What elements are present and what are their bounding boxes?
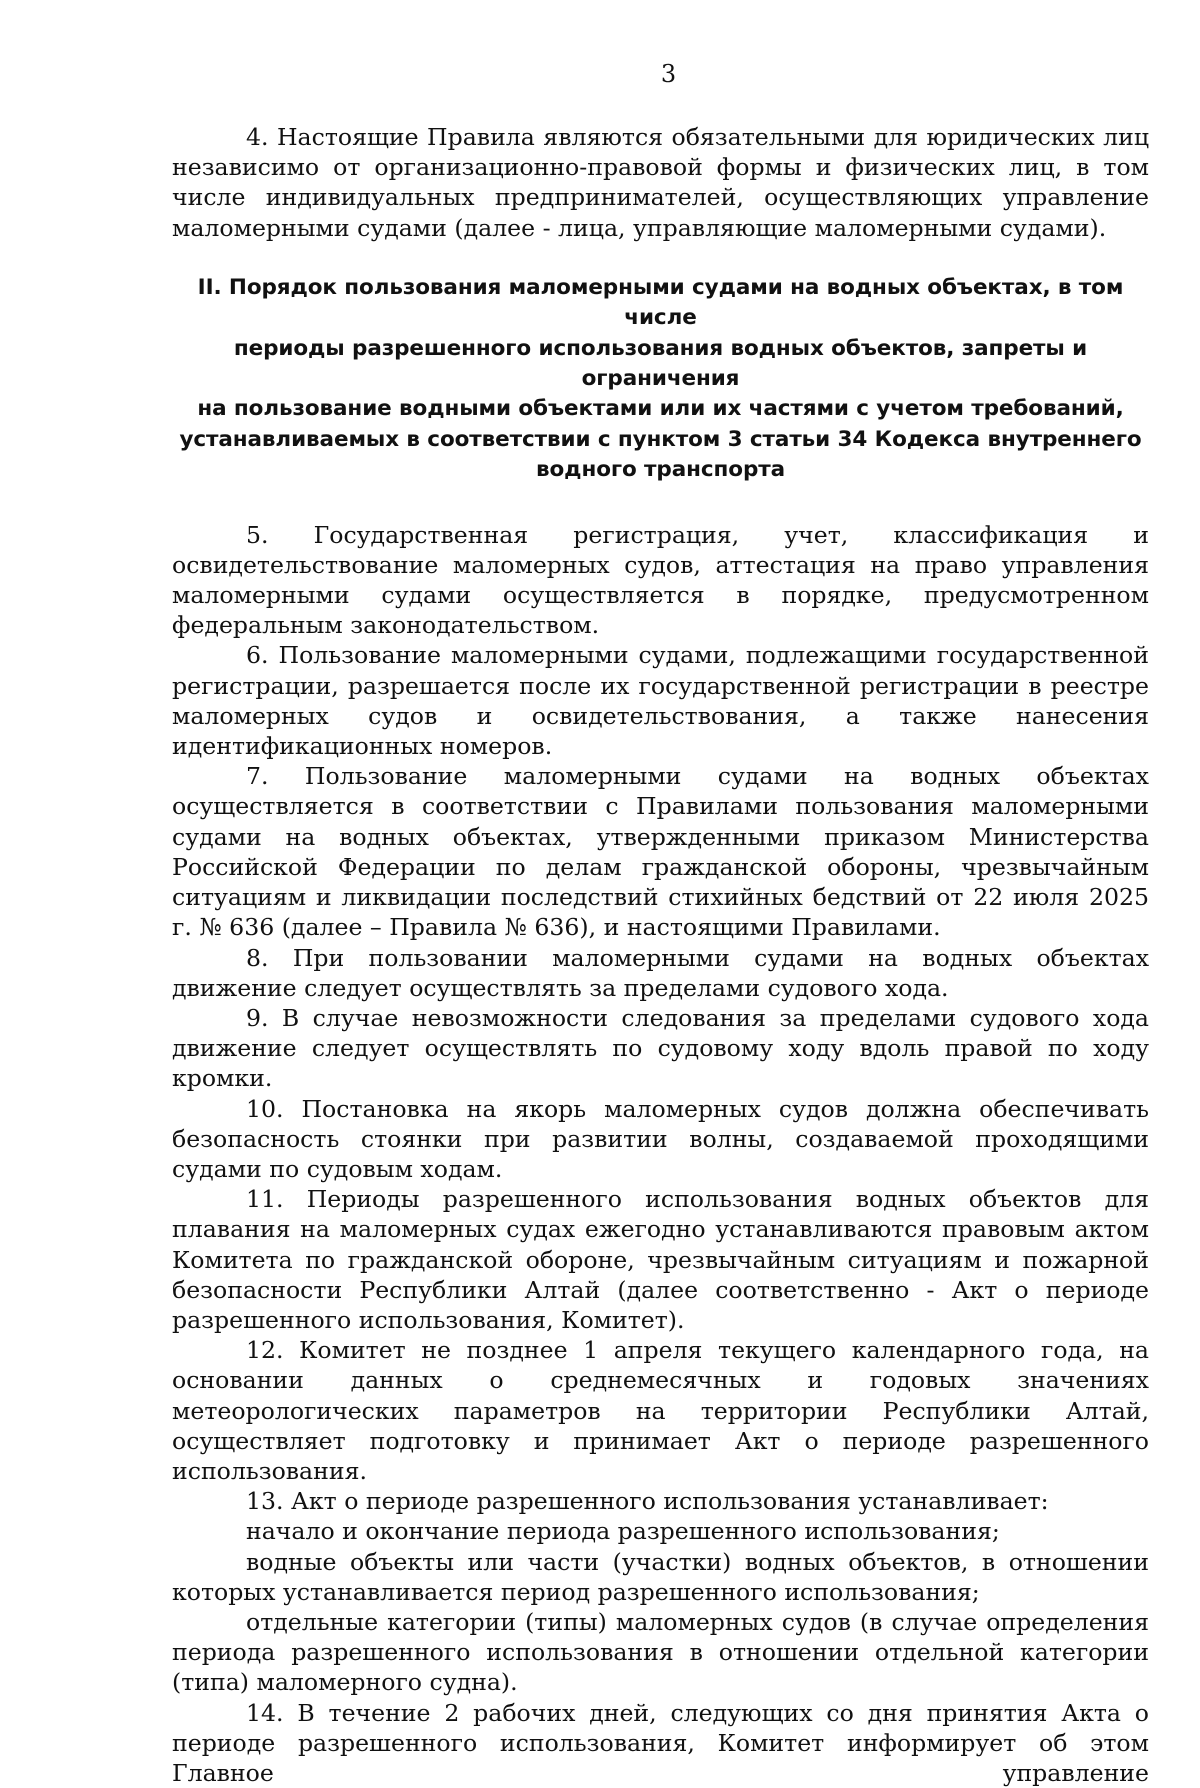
- paragraph-13-item: начало и окончание периода разрешенного использования;: [246, 1517, 1000, 1546]
- paragraph-6: 6. Пользование маломерными судами, подлежащими государственной регистрации, разрешается после их государственной регистрации в реестре маломерных судов и освидетельствования, а также нанесения идентификационных номеров.: [172, 641, 1149, 761]
- paragraph-10: 10. Постановка на якорь маломерных судов должна обеспечивать безопасность стоянки при развитии волны, создаваемой проходящими судами по судовым ходам.: [172, 1094, 1149, 1183]
- page-number: 3: [660, 60, 677, 88]
- paragraph-14: 14. В течение 2 рабочих дней, следующих со дня принятия Акта о периоде разрешенного использования, Комитет информирует об этом Главное управление: [172, 1698, 1149, 1787]
- section-heading-line: периоды разрешенного использования водных объектов, запреты и ограничения: [233, 335, 1088, 392]
- paragraph-7: 7. Пользование маломерными судами на водных объектах осуществляется в соответствии с Правилами пользования маломерными судами на водных объектах, утвержденными приказом Министерства Российской Федерации по делам гражданской обороны, чрезвычайным ситуациям и ликвидации последствий стихийных бедствий от 22 июля 2025 г. № 636 (далее – Правила № 636), и настоящими Правилами.: [172, 762, 1149, 942]
- section-heading-line: водного транспорта: [536, 457, 785, 483]
- paragraph-13-item: отдельные категории (типы) маломерных судов (в случае определения периода разрешенного использования в отношении отдельной категории (типа) маломерного судна).: [172, 1607, 1149, 1697]
- paragraph-9: 9. В случае невозможности следования за пределами судового хода движение следует осуществлять по судовому ходу вдоль правой по ходу кромки.: [172, 1003, 1149, 1093]
- section-heading-line: на пользование водными объектами или их частями с учетом требований,: [197, 396, 1124, 422]
- section-heading-line: устанавливаемых в соответствии с пунктом 3 статьи 34 Кодекса внутреннего: [179, 426, 1142, 452]
- paragraph-12: 12. Комитет не позднее 1 апреля текущего календарного года, на основании данных о среднемесячных и годовых значениях метеорологических параметров на территории Республики Алтай, осуществляет подготовку и принимает Акт о периоде разрешенного использования.: [172, 1336, 1149, 1485]
- paragraph-13: 13. Акт о периоде разрешенного использования устанавливает:: [246, 1487, 1049, 1516]
- paragraph-11: 11. Периоды разрешенного использования водных объектов для плавания на маломерных судах ежегодно устанавливаются правовым актом Комитета по гражданской обороне, чрезвычайным ситуациям и пожарной безопасности Республики Алтай (далее соответственно - Акт о периоде разрешенного использования, Комитет).: [172, 1185, 1149, 1334]
- paragraph-13-item: водные объекты или части (участки) водных объектов, в отношении которых устанавливается период разрешенного использования;: [172, 1547, 1149, 1606]
- paragraph-5: 5. Государственная регистрация, учет, классификация и освидетельствование маломерных судов, аттестация на право управления маломерными судами осуществляется в порядке, предусмотренном федеральным законодательством.: [172, 520, 1149, 640]
- section-heading-line: II. Порядок пользования маломерными судами на водных объектах, в том числе: [197, 274, 1124, 331]
- document-page: [172, 60, 1149, 1788]
- paragraph-8: 8. При пользовании маломерными судами на водных объектах движение следует осуществлять за пределами судового хода.: [172, 943, 1149, 1002]
- section-heading: [172, 273, 1149, 486]
- paragraph-4: 4. Настоящие Правила являются обязательными для юридических лиц независимо от организационно-правовой формы и физических лиц, в том числе индивидуальных предпринимателей, осуществляющих управление маломерными судами (далее - лица, управляющие маломерными судами).: [172, 123, 1149, 242]
